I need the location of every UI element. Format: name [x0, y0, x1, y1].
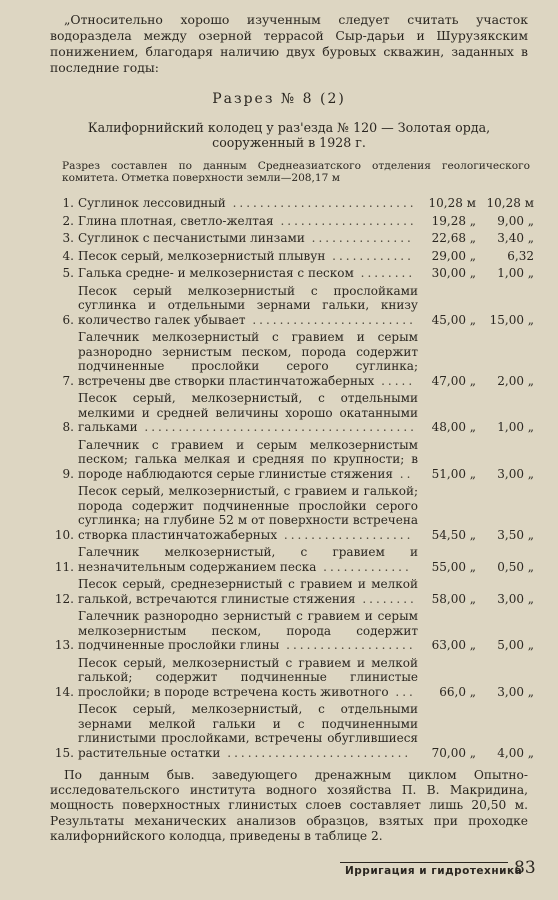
layer-depth: 58,00 „	[431, 591, 476, 606]
leader-dots: ...................	[279, 638, 416, 652]
layer-depth: 48,00 „	[431, 420, 476, 434]
layer-thickness: 4,00 „	[497, 745, 534, 760]
leader-dots: ....................	[273, 213, 417, 228]
layer-number: 13.	[54, 638, 74, 652]
leader-dots: ........	[353, 266, 416, 280]
layer-row	[40, 702, 540, 760]
leader-dots: ...................	[277, 527, 414, 542]
layer-thickness: 3,00 „	[497, 684, 534, 699]
layer-depth: 47,00 „	[431, 373, 476, 388]
layer-number: 3.	[62, 231, 74, 245]
layer-description	[78, 545, 418, 574]
layer-thickness: 1,00 „	[497, 420, 534, 434]
layer-description	[78, 609, 418, 653]
layer-number: 15.	[54, 745, 74, 760]
layer-description-text: Галька средне- и мелкозернистая с песком	[78, 266, 354, 280]
layer-row	[40, 249, 540, 264]
leader-dots: .............	[316, 559, 412, 574]
layer-thickness: 9,00 „	[497, 213, 534, 228]
layer-number: 9.	[62, 466, 74, 481]
layer-row	[40, 391, 540, 435]
layer-thickness: 2,00 „	[497, 373, 534, 388]
layer-thickness: 3,50 „	[497, 527, 534, 542]
layer-number: 2.	[62, 213, 74, 228]
layer-description-text: Песок серый, мелкозернистый, с гравием и галькой; порода содержит подчиненные прослойки серого суглинка; на глубине 52 м от поверхности встречена створка пластинчатожаберных	[78, 484, 418, 542]
layer-number: 1.	[62, 196, 74, 210]
layer-description	[78, 438, 418, 482]
layer-depth: 29,00 „	[431, 248, 476, 263]
layer-description-text: Песок серый, мелкозернистый, с отдельными зернами мелкой гальки и с подчиненными глинистыми прослойками, встречены обуглившиеся растительные остатки	[78, 702, 418, 760]
layer-thickness: 6,32	[507, 248, 534, 263]
journal-title: Ирригация и гидротехника	[345, 865, 523, 877]
layer-description	[78, 266, 418, 281]
layer-description	[78, 284, 418, 328]
footer-rule	[340, 862, 508, 863]
layer-row	[40, 231, 540, 246]
layer-number: 8.	[62, 420, 74, 434]
section-heading: Разрез № 8 (2)	[212, 91, 346, 107]
leader-dots: ...............	[304, 231, 414, 245]
layer-depth: 10,28 м	[428, 196, 476, 210]
layer-depth: 19,28 „	[431, 213, 476, 228]
layer-number: 14.	[54, 684, 74, 699]
layer-description	[78, 702, 418, 760]
layer-description	[78, 196, 418, 211]
layer-description-text: Галечник мелкозернистый с гравием и серым разнородно зернистым песком, порода содержит подчиненные прослойки серого суглинка; встречены две створки пластинчатожаберных	[78, 330, 418, 388]
layer-number: 5.	[62, 266, 74, 280]
layer-description	[78, 577, 418, 606]
layer-thickness: 3,00 „	[497, 466, 534, 481]
layer-depth: 51,00 „	[431, 466, 476, 481]
page-number: 83	[514, 858, 536, 878]
layer-number: 10.	[54, 527, 74, 542]
layer-description	[78, 231, 418, 246]
leader-dots: ........................................	[137, 420, 417, 434]
layer-row	[40, 656, 540, 700]
layer-thickness: 3,40 „	[497, 231, 534, 245]
leader-dots: ...	[388, 684, 416, 699]
layer-list	[40, 196, 540, 763]
layer-description-text: Суглинок лессовидный	[78, 196, 226, 210]
leader-dots: ........................	[245, 312, 416, 327]
layer-description-text: Песок серый, мелкозернистый плывун	[78, 248, 326, 263]
layer-row	[40, 545, 540, 574]
layer-row	[40, 330, 540, 388]
layer-description-text: Галечник с гравием и серым мелкозернистым песком; галька мелкая и средняя по крупности; в породе наблюдаются серые глинистые стяжения	[78, 437, 418, 481]
layer-depth: 45,00 „	[431, 312, 476, 327]
layer-thickness: 3,00 „	[497, 591, 534, 606]
layer-depth: 54,50 „	[431, 527, 476, 542]
layer-thickness: 10,28 м	[486, 196, 534, 210]
layer-number: 4.	[62, 248, 74, 263]
layer-description	[78, 330, 418, 388]
layer-thickness: 1,00 „	[497, 266, 534, 280]
layer-description	[78, 391, 418, 435]
layer-description-text: Суглинок с песчанистыми линзами	[78, 231, 305, 245]
layer-number: 11.	[54, 559, 74, 574]
layer-description-text: Галечник мелкозернистый, с гравием и незначительным содержанием песка	[78, 545, 418, 574]
layer-description-text: Песок серый, мелкозернистый с гравием и мелкой галькой; содержит подчиненные глинистые прослойки; в породе встречена кость животного	[78, 655, 418, 699]
layer-number: 6.	[62, 312, 74, 327]
layer-number: 7.	[62, 373, 74, 388]
leader-dots: ...........................	[225, 196, 417, 210]
layer-description-text: Галечник разнородно зернистый с гравием и серым мелкозернистым песком, порода содержит подчиненные прослойки глины	[78, 609, 418, 652]
layer-row	[40, 438, 540, 482]
layer-depth: 30,00 „	[431, 266, 476, 280]
layer-depth: 63,00 „	[431, 638, 476, 652]
layer-row	[40, 577, 540, 606]
layer-row	[40, 284, 540, 328]
layer-depth: 22,68 „	[431, 231, 476, 245]
layer-row	[40, 196, 540, 211]
layer-description-text: Глина плотная, светло-желтая	[78, 213, 274, 228]
layer-thickness: 15,00 „	[489, 312, 534, 327]
leader-dots: ...........................	[220, 745, 412, 760]
source-note: Разрез составлен по данным Среднеазиатского отделения геологического комитета. Отметка поверхности земли—208,17 м	[62, 160, 530, 184]
layer-description-text: Песок серый, мелкозернистый, с отдельными мелкими и средней величины хорошо окатанными гальками	[78, 391, 418, 434]
layer-thickness: 0,50 „	[497, 559, 534, 574]
layer-description	[78, 656, 418, 700]
layer-description	[78, 484, 418, 542]
layer-depth: 70,00 „	[431, 745, 476, 760]
layer-row	[40, 484, 540, 542]
layer-thickness: 5,00 „	[497, 638, 534, 652]
layer-description-text: Песок серый, среднезернистый с гравием и мелкой галькой, встречаются глинистые стяжения	[78, 577, 418, 606]
layer-row	[40, 266, 540, 281]
leader-dots: .....	[374, 373, 416, 388]
intro-paragraph: „Относительно хорошо изученным следует считать участок водораздела между озерной террасой Сыр-дарьи и Шурузякским понижением, благодаря наличию двух буровых скважин, заданных в последние годы:	[50, 12, 528, 75]
layer-description-text: Песок серый мелкозернистый с прослойками суглинка и отдельными зернами гальки, книзу количество галек убывает	[78, 283, 418, 327]
leader-dots: ..	[392, 466, 414, 481]
layer-depth: 66,0 „	[439, 684, 476, 699]
layer-description	[78, 214, 418, 229]
layer-row	[40, 214, 540, 229]
layer-row	[40, 609, 540, 653]
layer-number: 12.	[54, 591, 74, 606]
leader-dots: ........	[355, 591, 417, 606]
closing-paragraph: По данным быв. заведующего дренажным циклом Опытно-исследовательского института водного хозяйства П. В. Макридина, мощность поверхностных глинистых слоев составляет лишь 20,50 м. Результаты механических анализов образцов, взятых при проходке калифорнийского колодца, приведены в таблице 2.	[50, 768, 528, 843]
layer-depth: 55,00 „	[431, 559, 476, 574]
layer-description	[78, 249, 418, 264]
leader-dots: ............	[325, 248, 414, 263]
section-subheading: Калифорнийский колодец у раз'езда № 120 — Золотая орда, сооруженный в 1928 г.	[87, 120, 491, 150]
